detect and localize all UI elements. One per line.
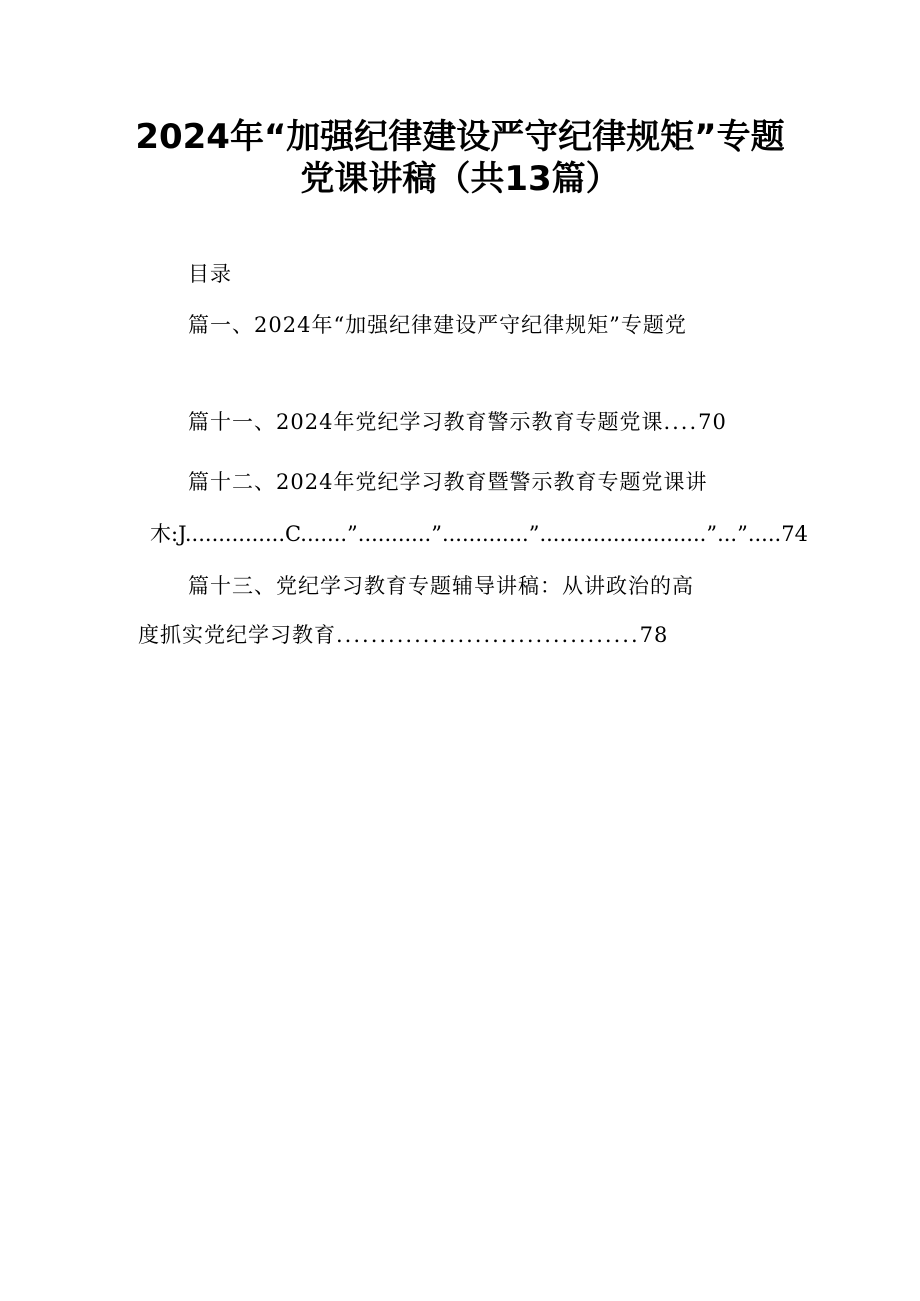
toc-entry-13-page: 78	[639, 623, 669, 647]
toc-entry-13-line-2[interactable]	[138, 621, 668, 649]
toc-entry-1-text: 篇一、2024年“加强纪律建设严守纪律规矩”专题党	[188, 313, 687, 337]
toc-entry-13-leader: ...................................	[336, 623, 640, 647]
toc-entry-13-text-cont: 度抓实党纪学习教育	[138, 623, 336, 647]
toc-entry-13-text: 篇十三、党纪学习教育专题辅导讲稿：从讲政治的高	[188, 574, 694, 598]
toc-entry-12-line-1[interactable]	[188, 468, 707, 496]
document-title-line-2: 党课讲稿（共13篇）	[300, 159, 620, 199]
toc-entry-11-text: 篇十一、2024年党纪学习教育警示教育专题党课	[188, 410, 664, 434]
toc-entry-13-line-1[interactable]	[188, 572, 694, 600]
toc-heading: 目录	[188, 262, 232, 286]
document-title-line-1: 2024年“加强纪律建设严守纪律规矩”专题	[135, 117, 785, 157]
toc-entry-1[interactable]	[188, 311, 687, 339]
toc-entry-11-leader: ....	[663, 410, 699, 434]
toc-entry-11[interactable]	[188, 408, 727, 436]
toc-entry-12-line-2[interactable]	[150, 520, 808, 548]
toc-entry-12-text: 篇十二、2024年党纪学习教育暨警示教育专题党课讲	[188, 470, 708, 494]
toc-entry-12-garbled-text: 木:J...............C.......”...........”.............”.........................”...”.....74	[150, 522, 808, 546]
toc-entry-11-page: 70	[698, 410, 727, 434]
